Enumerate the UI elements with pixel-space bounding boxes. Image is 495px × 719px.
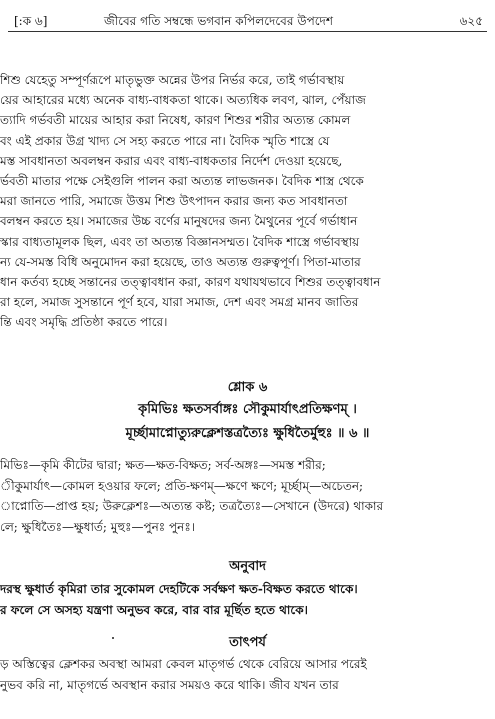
purport-text	[0, 654, 492, 696]
text-line: স্কার বাধ্যতামূলক ছিল, এবং তা অত্যন্ত বিজ্ঞানসম্মত। বৈদিক শাস্ত্রে গর্ভাবস্থায়	[0, 234, 360, 249]
chapter-marker: [:ক ৬]	[14, 14, 48, 28]
word-synonyms	[0, 455, 490, 537]
header-rule	[8, 31, 487, 32]
page-number: ৬২৫	[459, 14, 483, 28]
text-line: ত্যাদি গর্ভবতী মায়ের আহার করা নিষেধ, কারণ শিশুর শরীর অত্যন্ত কোমল	[0, 113, 351, 128]
text-line: শিশু যেহেতু সম্পূর্ণরূপে মাতৃভুক্ত অন্নের উপর নির্ভর করে, তাই গর্ভাবস্থায়	[0, 73, 345, 87]
purport-continued	[0, 70, 478, 333]
text-line: মস্ত সাবধানতা অবলম্বন করার এবং বাধ্য-বাধকতার নির্দেশ দেওয়া হয়েছে,	[0, 153, 343, 168]
text-line: ন্য যে-সমস্ত বিধি অনুমোদন করা হয়েছে, তাও অত্যন্ত গুরুত্বপূর্ণ। পিতা-মাতার	[0, 254, 361, 269]
text-line: মরা জানতে পারি, সমাজে উত্তম শিশু উৎপাদন করার জন্য কত সাবধানতা	[0, 194, 348, 209]
translation-text	[0, 579, 492, 621]
text-line: বং এই প্রকার উগ্র খাদ্য সে সহ্য করতে পারে না। বৈদিক স্মৃতি শাস্ত্রে যে	[0, 133, 330, 148]
text-line: বলম্বন করতে হয়। সমাজের উচ্চ বর্ণের মানুষদের জন্য মৈথুনের পূর্বে গর্ভাধান	[0, 214, 358, 229]
text-line: য়ের আহারের মধ্যে অনেক বাধ্য-বাধকতা থাকে। অত্যধিক লবণ, ঝাল, পেঁয়াজ	[0, 93, 366, 108]
synonym-line: লে; ক্ষুধিতৈঃ—ক্ষুধার্ত; মুহুঃ—পুনঃ পুনঃ।	[0, 519, 196, 534]
verse-line-1: কৃমিভিঃ ক্ষতসর্বাঙ্গঃ সৌকুমার্যাৎপ্রতিক্ষণম্ ।	[138, 402, 357, 417]
verse-heading: শ্লোক ৬	[227, 380, 268, 395]
text-line: রা হলে, সমাজ সুসন্তানে পূর্ণ হবে, যারা সমাজ, দেশ এবং সমগ্র মানব জাতির	[0, 295, 359, 310]
purport-heading: তাৎপর্য	[229, 635, 266, 650]
running-title: জীবের গতি সম্বন্ধে ভগবান কপিলদেবের উপদেশ	[104, 14, 333, 28]
synonym-line: াপ্নোতি—প্রাপ্ত হয়; উরুক্লেশঃ—অত্যন্ত কষ্ট; তত্রত্যৈঃ—সেখানে (উদরে) থাকার	[0, 499, 384, 513]
text-line: ন্তি এবং সমৃদ্ধি প্রতিষ্ঠা করতে পারে।	[0, 315, 168, 330]
purport-line: ড় অস্তিত্বের ক্লেশকর অবস্থা আমরা কেবল মাতৃগর্ভ থেকে বেরিয়ে আসার পরেই	[0, 657, 367, 671]
purport-line: নুভব করি না, মাতৃগর্ভে অবস্থান করার সময়ও করে থাকি। জীব যখন তার	[0, 678, 339, 692]
synonym-line: ীকুমার্যাৎ—কোমল হওয়ার ফলে; প্রতি-ক্ষণম্—ক্ষণে ক্ষণে; মূর্চ্ছাম্—অচেতন;	[0, 478, 364, 493]
translation-line: র ফলে সে অসহ্য যন্ত্রণা অনুভব করে, বার বার মূর্ছিত হতে থাকে।	[0, 603, 308, 617]
text-line: ধান কর্তব্য হচ্ছে সন্তানের তত্ত্বাবধান করা, কারণ যথাযথভাবে শিশুর তত্ত্বাবধান	[0, 275, 381, 290]
translation-heading: অনুবাদ	[229, 559, 266, 574]
page-header	[0, 8, 495, 30]
verse-line-2: মূর্চ্ছামাপ্নোত্যুরুক্লেশস্তত্রত্যৈঃ ক্ষুধিতৈর্মুহুঃ ॥ ৬ ॥	[125, 426, 370, 441]
synonym-line: মিভিঃ—কৃমি কীটের দ্বারা; ক্ষত—ক্ষত-বিক্ষত; সর্ব-অঙ্গঃ—সমস্ত শরীর;	[0, 458, 326, 472]
translation-line: দরস্থ ক্ষুধার্ত কৃমিরা তার সুকোমল দেহটিকে সর্বক্ষণ ক্ষত-বিক্ষত করতে থাকে।	[0, 582, 358, 596]
text-line: র্ভবতী মাতার পক্ষে সেইগুলি পালন করা অত্যন্ত লাভজনক। বৈদিক শাস্ত্র থেকে	[0, 174, 364, 189]
